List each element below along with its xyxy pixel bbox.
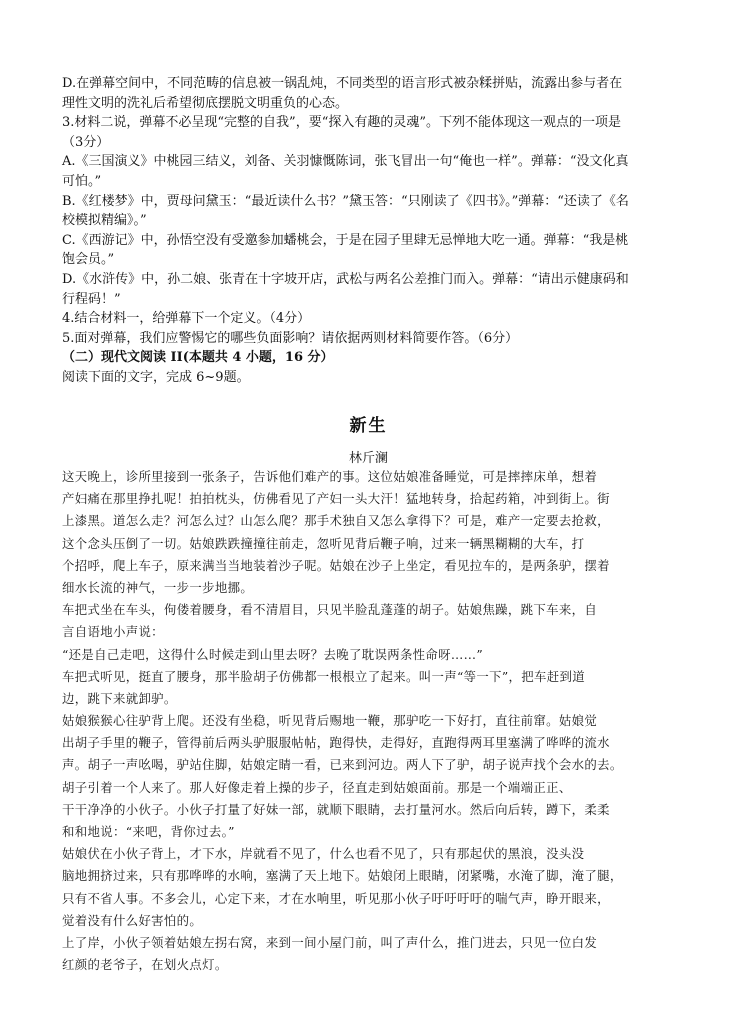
story-line: 细水长流的神气，一步一步地挪。 bbox=[62, 579, 254, 595]
question-line: D.《水浒传》中，孙二娘、张青在十字坡开店，武松与两名公差推门而入。弹幕：“请出示健康码和 bbox=[62, 271, 629, 287]
story-line: 和和地说：“来吧，背你过去。” bbox=[62, 824, 235, 839]
question-block bbox=[62, 74, 684, 388]
story-line: 出胡子手里的鞭子，管得前后两头驴服服帖帖，跑得快，走得好，直跑得两耳里塞满了哗哗的流水 bbox=[62, 735, 610, 751]
question-line: （3分） bbox=[62, 134, 110, 150]
question-line: 可怕。” bbox=[62, 173, 102, 189]
question-line: 3.材料二说，弹幕不必呈现“完整的自我”，要“探入有趣的灵魂”。下列不能体现这一观点的一项是 bbox=[62, 115, 621, 131]
story-line: 脑地拥挤过来，只有那哗哗的水响，塞满了天上地下。姑娘闭上眼睛，闭紧嘴，水淹了脚，淹了腿， bbox=[62, 868, 623, 884]
question-line: 行程码！” bbox=[62, 291, 121, 307]
story-line: 觉着没有什么好害怕的。 bbox=[62, 912, 203, 928]
story-line: 这天晚上，诊所里接到一张条子，告诉他们难产的事。这位姑娘准备睡觉，可是摔摔床单，想着 bbox=[62, 469, 598, 484]
story-line: 边，跳下来就卸驴。 bbox=[62, 690, 177, 706]
question-line: 校模拟精编》。” bbox=[62, 213, 147, 229]
question-line: A.《三国演义》中桃园三结义，刘备、关羽慷慨陈词，张飞冒出一句“俺也一样”。弹幕：“没文化真 bbox=[62, 154, 629, 170]
story-line: “还是自己走吧，这得什么时候走到山里去呀？去晚了耽误两条性命呀……” bbox=[62, 646, 484, 662]
story-author: 林斤澜 bbox=[348, 451, 388, 466]
question-line: 理性文明的洗礼后希望彻底摆脱文明重负的心态。 bbox=[62, 95, 349, 111]
question-line: 饱会员。” bbox=[62, 252, 115, 268]
section-heading: （二）现代文阅读 II(本题共 4 小题，16 分） bbox=[62, 350, 334, 366]
question-line: C.《西游记》中，孙悟空没有受邀参加蟠桃会，于是在园子里肆无忌惮地大吃一通。弹幕：“我是桃 bbox=[62, 232, 629, 248]
story-line: 这个念头压倒了一切。姑娘跌跌撞撞往前走，忽听见背后鞭子响，过来一辆黑糊糊的大车，打 bbox=[62, 535, 585, 551]
question-line: 5.面对弹幕，我们应警惕它的哪些负面影响？请依据两则材料简要作答。（6分） bbox=[62, 330, 519, 346]
story-line: 姑娘伏在小伙子背上，才下水，岸就看不见了，什么也看不见了，只有那起伏的黑浪，没头没 bbox=[62, 846, 585, 862]
story-body bbox=[62, 466, 684, 976]
story-line: 干干净净的小伙子。小伙子打量了好妹一部，就顺下眼睛，去打量河水。然后向后转，蹲下，柔柔 bbox=[62, 801, 610, 817]
story-line: 车把式坐在车头，佝偻着腰身，看不清眉目，只见半脸乱蓬蓬的胡子。姑娘焦躁，跳下车来，自 bbox=[62, 602, 598, 618]
story-line: 红颜的老爷子，在划火点灯。 bbox=[62, 957, 228, 973]
story-line: 上漆黑。道怎么走？河怎么过？山怎么爬？那手术独自又怎么拿得下？可是，难产一定要去抢救， bbox=[62, 513, 610, 529]
story-line: 声。胡子一声吆喝，驴站住脚，姑娘定睛一看，已来到河边。两人下了驴，胡子说声找个会水的去。 bbox=[62, 757, 623, 773]
story-line: 言自语地小声说： bbox=[62, 624, 164, 640]
story-line: 胡子引着一个人来了。那人好像走着上操的步子，径直走到姑娘面前。那是一个端端正正、 bbox=[62, 779, 572, 795]
story-line: 车把式听见，挺直了腰身，那半脸胡子仿佛都一根根立了起来。叫一声“等一下”，把车赶到道 bbox=[62, 668, 585, 684]
instruction: 阅读下面的文字，完成 6~9题。 bbox=[62, 369, 250, 385]
question-line: 4.结合材料一，给弹幕下一个定义。（4分） bbox=[62, 311, 311, 327]
story-line: 姑娘猴猴心往驴背上爬。还没有坐稳，听见背后赐地一鞭，那驴吃一下好打，直往前窜。姑娘觉 bbox=[62, 713, 598, 729]
story-title: 新生 bbox=[349, 416, 388, 436]
story-line: 产妇痛在那里挣扎呢！拍拍枕头，仿佛看见了产妇一头大汗！猛地转身，拾起药箱，冲到街上。街 bbox=[62, 491, 610, 507]
question-line: B.《红楼梦》中，贾母问黛玉：“最近读什么书？”黛玉答：“只刚读了《四书》。”弹幕：“还读了《名 bbox=[62, 193, 629, 209]
story-line: 只有不省人事。不多会儿，心定下来，才在水响里，听见那小伙子吁吁吁吁的喘气声，睁开眼来， bbox=[62, 890, 610, 906]
question-line: D.在弹幕空间中，不同范畴的信息被一锅乱炖，不同类型的语言形式被杂糅拼贴，流露出参与者在 bbox=[62, 76, 623, 91]
story-line: 个招呼，爬上车子，原来满当当地装着沙子呢。姑娘在沙子上坐定，看见拉车的，是两条驴，摆着 bbox=[62, 557, 610, 573]
story-line: 上了岸，小伙子领着姑娘左拐右窝，来到一间小屋门前，叫了声什么，推门进去，只见一位白发 bbox=[62, 934, 598, 950]
